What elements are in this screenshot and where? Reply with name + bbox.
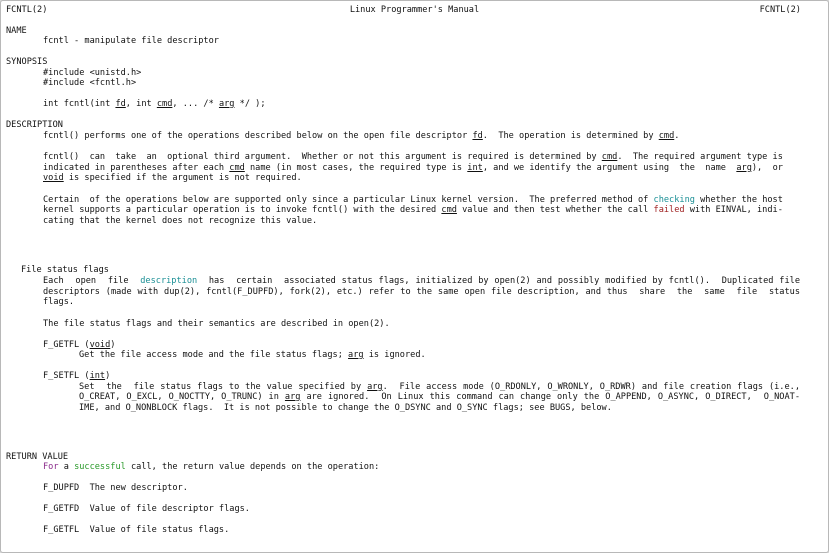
return-op: F_DUPFD xyxy=(43,483,80,493)
description-paragraph-3-line-2 xyxy=(43,205,783,216)
text: name (in most cases, the required type is xyxy=(244,163,468,173)
text: fcntl() can take an optional third argument. Whether or not this argument is required is determined by xyxy=(43,152,602,162)
text: call, the return value depends on the operation: xyxy=(125,462,380,472)
header-center: Linux Programmer's Manual xyxy=(349,5,480,15)
return-row-f-getfl xyxy=(43,525,229,536)
text: fcntl() performs one of the operations described below on the open file descriptor xyxy=(43,131,473,141)
term-cmd: cmd xyxy=(658,131,675,141)
text: Get the file access mode and the file status flags; xyxy=(79,350,349,360)
term-for: For xyxy=(43,462,59,472)
f-setfl-description-line-3: IME, and O_NONBLOCK flags. It is not possible to change the O_DSYNC and O_SYNC flags; see BUGS, below. xyxy=(79,403,612,413)
section-heading-description: DESCRIPTION xyxy=(6,120,63,130)
section-heading-return-value: RETURN VALUE xyxy=(6,452,69,462)
text: . File access mode (O_RDONLY, O_WRONLY, O_RDWR) and file creation flags (i.e., xyxy=(382,382,800,392)
term-arg: arg xyxy=(348,350,364,360)
term-checking: checking xyxy=(653,195,695,205)
description-paragraph-2-line-2 xyxy=(43,163,783,174)
text: , ... /* xyxy=(172,99,219,109)
text: ) xyxy=(105,371,111,381)
term-successful: successful xyxy=(74,462,126,472)
text: ), or xyxy=(751,163,783,173)
file-status-paragraph-1-line-2: descriptors (made with dup(2), fcntl(F_DUPFD), fork(2), etc.) refer to the same open file description, and thus share the same file status xyxy=(43,287,800,297)
return-desc: Value of file descriptor flags. xyxy=(89,504,250,514)
term-arg: arg xyxy=(736,163,752,173)
param-arg: arg xyxy=(218,99,235,109)
f-getfl-description xyxy=(79,350,426,361)
name-text: fcntl - manipulate file descriptor xyxy=(43,36,219,46)
param-cmd: cmd xyxy=(156,99,173,109)
text: , and we identify the argument using the name xyxy=(482,163,737,173)
term-arg: arg xyxy=(367,382,383,392)
return-op: F_GETFD xyxy=(43,504,80,514)
return-op: F_GETFL xyxy=(43,525,80,535)
text: ) xyxy=(110,340,116,350)
term-cmd: cmd xyxy=(601,152,618,162)
text: , int xyxy=(125,99,157,109)
text: indicated in parentheses after each xyxy=(43,163,230,173)
text: F_GETFL ( xyxy=(43,340,90,350)
subsection-heading-file-status-flags: File status flags xyxy=(21,265,109,275)
text: . The operation is determined by xyxy=(482,131,659,141)
text: has certain associated status flags, initialized by open(2) and possibly modified by fcntl(). Duplicated file xyxy=(197,276,800,286)
text: with EINVAL, indi- xyxy=(684,205,783,215)
text: Set the file status flags to the value specified by xyxy=(79,382,368,392)
text: kernel supports a particular operation is to invoke fcntl() with the desired xyxy=(43,205,442,215)
term-int: int xyxy=(467,163,483,173)
text: a xyxy=(58,462,75,472)
return-desc: The new descriptor. xyxy=(89,483,188,493)
term-int: int xyxy=(89,371,106,381)
text: Certain of the operations below are supported only since a particular Linux kernel version. The preferred method of xyxy=(43,195,654,205)
f-setfl-description-line-1 xyxy=(79,382,800,393)
description-paragraph-3-line-1 xyxy=(43,195,783,206)
file-status-paragraph-1-line-1 xyxy=(43,276,800,287)
description-paragraph-2-line-3 xyxy=(43,173,302,184)
text: whether the host xyxy=(694,195,783,205)
file-status-paragraph-1-line-3: flags. xyxy=(43,297,75,307)
file-status-paragraph-2: The file status flags and their semantics are described in open(2). xyxy=(43,319,390,329)
f-getfl-term xyxy=(43,340,115,351)
include-unistd: #include <unistd.h> xyxy=(43,68,142,78)
f-setfl-term xyxy=(43,371,110,382)
description-paragraph-1 xyxy=(43,131,679,142)
description-paragraph-3-line-3: cating that the kernel does not recognize this value. xyxy=(43,216,318,226)
section-heading-synopsis: SYNOPSIS xyxy=(6,57,48,67)
text: is ignored. xyxy=(363,350,426,360)
section-heading-name: NAME xyxy=(6,26,27,36)
header-left: FCNTL(2) xyxy=(6,5,48,15)
text: F_SETFL ( xyxy=(43,371,90,381)
text: . The required argument type is xyxy=(617,152,783,162)
header-right: FCNTL(2) xyxy=(759,5,801,15)
include-fcntl: #include <fcntl.h> xyxy=(43,78,137,88)
term-cmd: cmd xyxy=(441,205,457,215)
term-failed: failed xyxy=(653,205,685,215)
term-arg: arg xyxy=(284,392,301,402)
text: int fcntl(int xyxy=(43,99,116,109)
return-row-f-dupfd xyxy=(43,483,188,494)
text: */ ); xyxy=(234,99,266,109)
description-paragraph-2-line-1 xyxy=(43,152,783,163)
text: are ignored. On Linux this command can change only the O_APPEND, O_ASYNC, O_DIRECT, O_NOAT- xyxy=(300,392,800,402)
text: is specified if the argument is not required. xyxy=(63,173,302,183)
function-prototype xyxy=(43,99,266,110)
term-void: void xyxy=(43,173,64,183)
return-value-intro xyxy=(43,462,379,473)
term-description: description xyxy=(140,276,198,286)
term-void: void xyxy=(89,340,111,350)
f-setfl-description-line-2 xyxy=(79,392,800,403)
text: value and then test whether the call xyxy=(456,205,654,215)
return-row-f-getfd xyxy=(43,504,250,515)
text: . xyxy=(674,131,680,141)
param-fd: fd xyxy=(115,99,126,109)
text: O_CREAT, O_EXCL, O_NOCTTY, O_TRUNC) in xyxy=(79,392,285,402)
term-cmd: cmd xyxy=(229,163,245,173)
return-desc: Value of file status flags. xyxy=(89,525,230,535)
term-fd: fd xyxy=(472,131,483,141)
text: Each open file xyxy=(43,276,141,286)
